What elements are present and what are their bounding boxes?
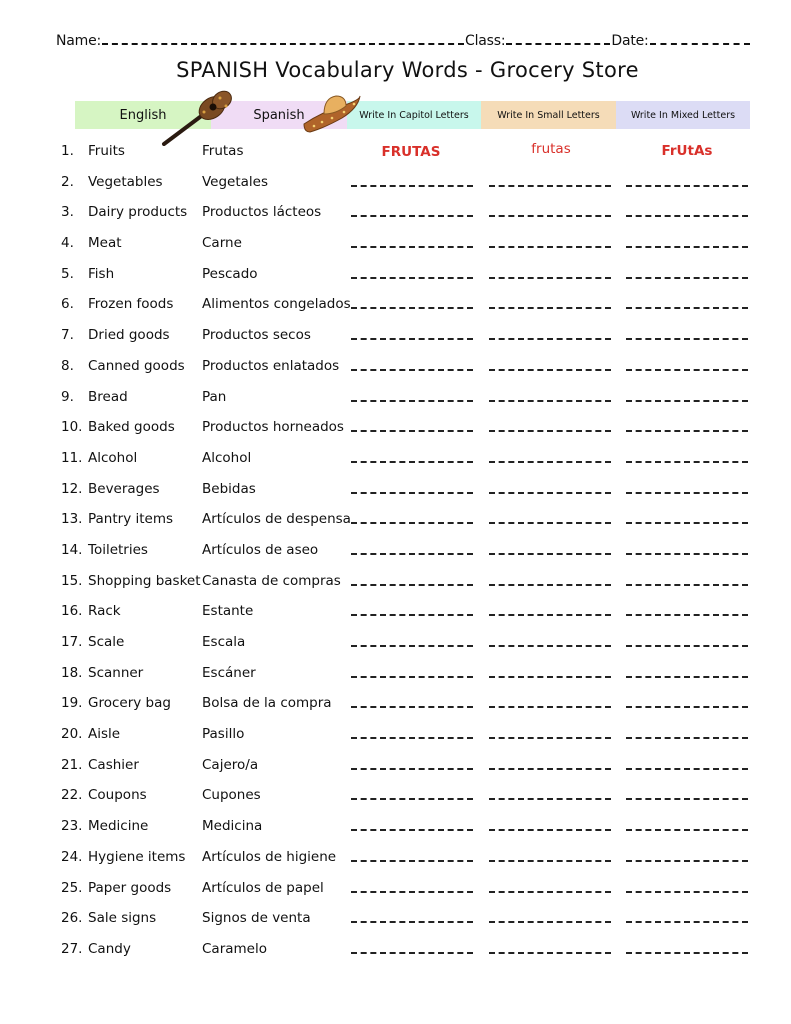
mixed-letters-blank[interactable] <box>626 338 748 340</box>
spanish-word: Carne <box>202 235 242 252</box>
row-number: 24. <box>61 848 83 865</box>
row-number: 15. <box>61 572 83 589</box>
vocab-row <box>0 140 791 171</box>
example-small: frutas <box>531 141 571 157</box>
mixed-letters-blank[interactable] <box>626 798 748 800</box>
english-word: Coupons <box>88 787 147 804</box>
spanish-word: Alcohol <box>202 449 252 466</box>
row-number: 1. <box>61 143 74 159</box>
spanish-word: Canasta de compras <box>202 572 341 589</box>
capital-letters-blank[interactable] <box>351 584 473 586</box>
english-word: Fruits <box>88 143 125 159</box>
english-word: Candy <box>88 940 131 957</box>
vocab-row <box>0 447 791 478</box>
row-number: 2. <box>61 173 74 190</box>
spanish-word: Pan <box>202 388 227 405</box>
capital-letters-blank[interactable] <box>351 400 473 402</box>
small-letters-blank[interactable] <box>489 798 611 800</box>
vocab-row <box>0 386 791 417</box>
capital-letters-blank[interactable] <box>351 277 473 279</box>
column-header-small <box>481 101 616 129</box>
row-number: 20. <box>61 726 83 743</box>
page-title: SPANISH Vocabulary Words - Grocery Store <box>176 58 639 82</box>
english-word: Scale <box>88 634 125 650</box>
row-number: 23. <box>61 818 83 835</box>
sombrero-icon <box>302 92 362 134</box>
spanish-word: Cupones <box>202 787 261 804</box>
small-letters-blank[interactable] <box>489 400 611 402</box>
spanish-word: Escáner <box>202 664 256 681</box>
small-letters-blank[interactable] <box>489 307 611 309</box>
english-word: Alcohol <box>88 449 138 466</box>
name-field[interactable] <box>102 33 464 45</box>
spanish-word: Artículos de papel <box>202 879 324 896</box>
capital-letters-blank[interactable] <box>351 338 473 340</box>
spanish-word: Alimentos congelados <box>202 296 351 313</box>
mixed-letters-blank[interactable] <box>626 246 748 248</box>
english-word: Aisle <box>88 726 121 743</box>
vocab-row <box>0 938 791 969</box>
small-letters-blank[interactable] <box>489 768 611 770</box>
row-number: 13. <box>61 511 83 528</box>
vocab-row <box>0 232 791 263</box>
small-letters-blank[interactable] <box>489 645 611 647</box>
row-number: 4. <box>61 235 74 252</box>
capital-letters-blank[interactable] <box>351 645 473 647</box>
small-letters-blank[interactable] <box>489 737 611 739</box>
row-number: 7. <box>61 327 74 344</box>
capital-letters-blank[interactable] <box>351 185 473 187</box>
mixed-letters-blank[interactable] <box>626 307 748 309</box>
spanish-word: Estante <box>202 603 254 620</box>
vocab-row <box>0 723 791 754</box>
spanish-word: Caramelo <box>202 940 267 957</box>
capital-letters-blank[interactable] <box>351 798 473 800</box>
vocabulary-list <box>0 140 791 969</box>
row-number: 18. <box>61 664 83 681</box>
english-word: Beverages <box>88 480 160 497</box>
example-mixed: FrUtAs <box>661 143 713 159</box>
name-label: Name: <box>56 33 102 49</box>
small-letters-blank[interactable] <box>489 553 611 555</box>
mixed-letters-blank[interactable] <box>626 215 748 217</box>
mixed-letters-blank[interactable] <box>626 553 748 555</box>
row-number: 16. <box>61 603 83 620</box>
small-letters-blank[interactable] <box>489 246 611 248</box>
row-number: 12. <box>61 480 83 497</box>
mixed-letters-blank[interactable] <box>626 614 748 616</box>
capital-letters-blank[interactable] <box>351 430 473 432</box>
vocab-row <box>0 570 791 601</box>
capital-letters-blank[interactable] <box>351 369 473 371</box>
english-word: Dairy products <box>88 204 188 221</box>
capital-letters-blank[interactable] <box>351 829 473 831</box>
vocab-row <box>0 692 791 723</box>
spanish-word: Vegetales <box>202 173 269 190</box>
vocab-row <box>0 877 791 908</box>
row-number: 14. <box>61 541 83 558</box>
capital-letters-blank[interactable] <box>351 921 473 923</box>
english-word: Baked goods <box>88 419 175 436</box>
spanish-word: Escala <box>202 634 246 650</box>
spanish-word: Signos de venta <box>202 910 311 927</box>
mixed-letters-blank[interactable] <box>626 369 748 371</box>
capital-letters-blank[interactable] <box>351 768 473 770</box>
row-number: 21. <box>61 756 83 773</box>
english-word: Paper goods <box>88 879 172 896</box>
mixed-letters-blank[interactable] <box>626 676 748 678</box>
row-number: 6. <box>61 296 74 313</box>
column-header-english-label: English <box>119 107 167 123</box>
small-letters-blank[interactable] <box>489 706 611 708</box>
capital-letters-blank[interactable] <box>351 553 473 555</box>
small-letters-blank[interactable] <box>489 952 611 954</box>
small-letters-blank[interactable] <box>489 891 611 893</box>
mixed-letters-blank[interactable] <box>626 461 748 463</box>
english-word: Grocery bag <box>88 695 171 712</box>
small-letters-blank[interactable] <box>489 369 611 371</box>
vocab-row <box>0 600 791 631</box>
date-label: Date: <box>611 33 649 49</box>
english-word: Frozen foods <box>88 296 174 313</box>
small-letters-blank[interactable] <box>489 185 611 187</box>
spanish-word: Productos enlatados <box>202 357 340 374</box>
row-number: 9. <box>61 388 74 405</box>
mixed-letters-blank[interactable] <box>626 492 748 494</box>
capital-letters-blank[interactable] <box>351 492 473 494</box>
example-capital: FRUTAS <box>381 144 441 160</box>
small-letters-blank[interactable] <box>489 338 611 340</box>
spanish-word: Artículos de despensa <box>202 511 351 528</box>
capital-letters-blank[interactable] <box>351 614 473 616</box>
capital-letters-blank[interactable] <box>351 246 473 248</box>
vocab-row <box>0 539 791 570</box>
capital-letters-blank[interactable] <box>351 461 473 463</box>
capital-letters-blank[interactable] <box>351 215 473 217</box>
column-header-mixed <box>616 101 750 129</box>
english-word: Sale signs <box>88 910 157 927</box>
capital-letters-blank[interactable] <box>351 307 473 309</box>
english-word: Medicine <box>88 818 149 835</box>
english-word: Rack <box>88 603 121 620</box>
english-word: Scanner <box>88 664 144 681</box>
spanish-word: Bolsa de la compra <box>202 695 332 712</box>
small-letters-blank[interactable] <box>489 430 611 432</box>
mixed-letters-blank[interactable] <box>626 277 748 279</box>
english-word: Fish <box>88 265 115 282</box>
spanish-word: Productos horneados <box>202 419 344 436</box>
class-label: Class: <box>465 33 506 49</box>
row-number: 10. <box>61 419 83 436</box>
english-word: Meat <box>88 235 122 252</box>
mixed-letters-blank[interactable] <box>626 706 748 708</box>
vocab-row <box>0 201 791 232</box>
column-header-small-label: Write In Small Letters <box>497 109 600 121</box>
spanish-word: Productos secos <box>202 327 311 344</box>
capital-letters-blank[interactable] <box>351 860 473 862</box>
column-header-capital <box>347 101 481 129</box>
row-number: 3. <box>61 204 74 221</box>
capital-letters-blank[interactable] <box>351 676 473 678</box>
capital-letters-blank[interactable] <box>351 522 473 524</box>
vocab-row <box>0 754 791 785</box>
row-number: 19. <box>61 695 83 712</box>
small-letters-blank[interactable] <box>489 215 611 217</box>
mixed-letters-blank[interactable] <box>626 737 748 739</box>
small-letters-blank[interactable] <box>489 492 611 494</box>
date-field[interactable] <box>650 33 750 45</box>
row-number: 5. <box>61 265 74 282</box>
mixed-letters-blank[interactable] <box>626 645 748 647</box>
small-letters-blank[interactable] <box>489 829 611 831</box>
vocab-row <box>0 355 791 386</box>
english-word: Hygiene items <box>88 848 186 865</box>
english-word: Pantry items <box>88 511 174 528</box>
vocab-row <box>0 324 791 355</box>
vocab-row <box>0 631 791 662</box>
row-number: 17. <box>61 634 83 650</box>
row-number: 26. <box>61 910 83 927</box>
spanish-word: Productos lácteos <box>202 204 322 221</box>
small-letters-blank[interactable] <box>489 522 611 524</box>
vocab-row <box>0 784 791 815</box>
small-letters-blank[interactable] <box>489 676 611 678</box>
student-info-line <box>56 33 751 49</box>
vocab-row <box>0 815 791 846</box>
english-word: Bread <box>88 388 128 405</box>
mixed-letters-blank[interactable] <box>626 522 748 524</box>
vocab-row <box>0 508 791 539</box>
small-letters-blank[interactable] <box>489 277 611 279</box>
vocab-row <box>0 416 791 447</box>
vocab-row <box>0 478 791 509</box>
guitar-icon <box>160 90 240 146</box>
spanish-word: Bebidas <box>202 480 256 497</box>
mixed-letters-blank[interactable] <box>626 430 748 432</box>
mixed-letters-blank[interactable] <box>626 921 748 923</box>
mixed-letters-blank[interactable] <box>626 584 748 586</box>
english-word: Shopping basket <box>88 572 201 589</box>
english-word: Toiletries <box>88 541 148 558</box>
spanish-word: Artículos de aseo <box>202 541 319 558</box>
vocab-row <box>0 263 791 294</box>
english-word: Vegetables <box>88 173 163 190</box>
vocab-row <box>0 846 791 877</box>
spanish-word: Medicina <box>202 818 263 835</box>
vocab-row <box>0 171 791 202</box>
row-number: 22. <box>61 787 83 804</box>
capital-letters-blank[interactable] <box>351 891 473 893</box>
mixed-letters-blank[interactable] <box>626 891 748 893</box>
capital-letters-blank[interactable] <box>351 952 473 954</box>
mixed-letters-blank[interactable] <box>626 185 748 187</box>
mixed-letters-blank[interactable] <box>626 952 748 954</box>
small-letters-blank[interactable] <box>489 614 611 616</box>
column-header-spanish-label: Spanish <box>253 107 305 123</box>
spanish-word: Pescado <box>202 265 258 282</box>
row-number: 25. <box>61 879 83 896</box>
vocab-row <box>0 662 791 693</box>
spanish-word: Artículos de higiene <box>202 848 337 865</box>
capital-letters-blank[interactable] <box>351 737 473 739</box>
spanish-word: Cajero/a <box>202 756 259 773</box>
small-letters-blank[interactable] <box>489 921 611 923</box>
english-word: Canned goods <box>88 357 185 374</box>
english-word: Cashier <box>88 756 139 773</box>
vocab-row <box>0 907 791 938</box>
row-number: 27. <box>61 940 83 957</box>
small-letters-blank[interactable] <box>489 461 611 463</box>
mixed-letters-blank[interactable] <box>626 400 748 402</box>
mixed-letters-blank[interactable] <box>626 768 748 770</box>
vocab-row <box>0 293 791 324</box>
class-field[interactable] <box>506 33 610 45</box>
english-word: Dried goods <box>88 327 170 344</box>
row-number: 8. <box>61 357 74 374</box>
spanish-word: Frutas <box>202 143 244 159</box>
mixed-letters-blank[interactable] <box>626 860 748 862</box>
column-header-capital-label: Write In Capitol Letters <box>359 109 469 121</box>
column-header-mixed-label: Write In Mixed Letters <box>630 109 736 121</box>
small-letters-blank[interactable] <box>489 584 611 586</box>
capital-letters-blank[interactable] <box>351 706 473 708</box>
small-letters-blank[interactable] <box>489 860 611 862</box>
mixed-letters-blank[interactable] <box>626 829 748 831</box>
row-number: 11. <box>61 449 83 466</box>
spanish-word: Pasillo <box>202 726 245 743</box>
